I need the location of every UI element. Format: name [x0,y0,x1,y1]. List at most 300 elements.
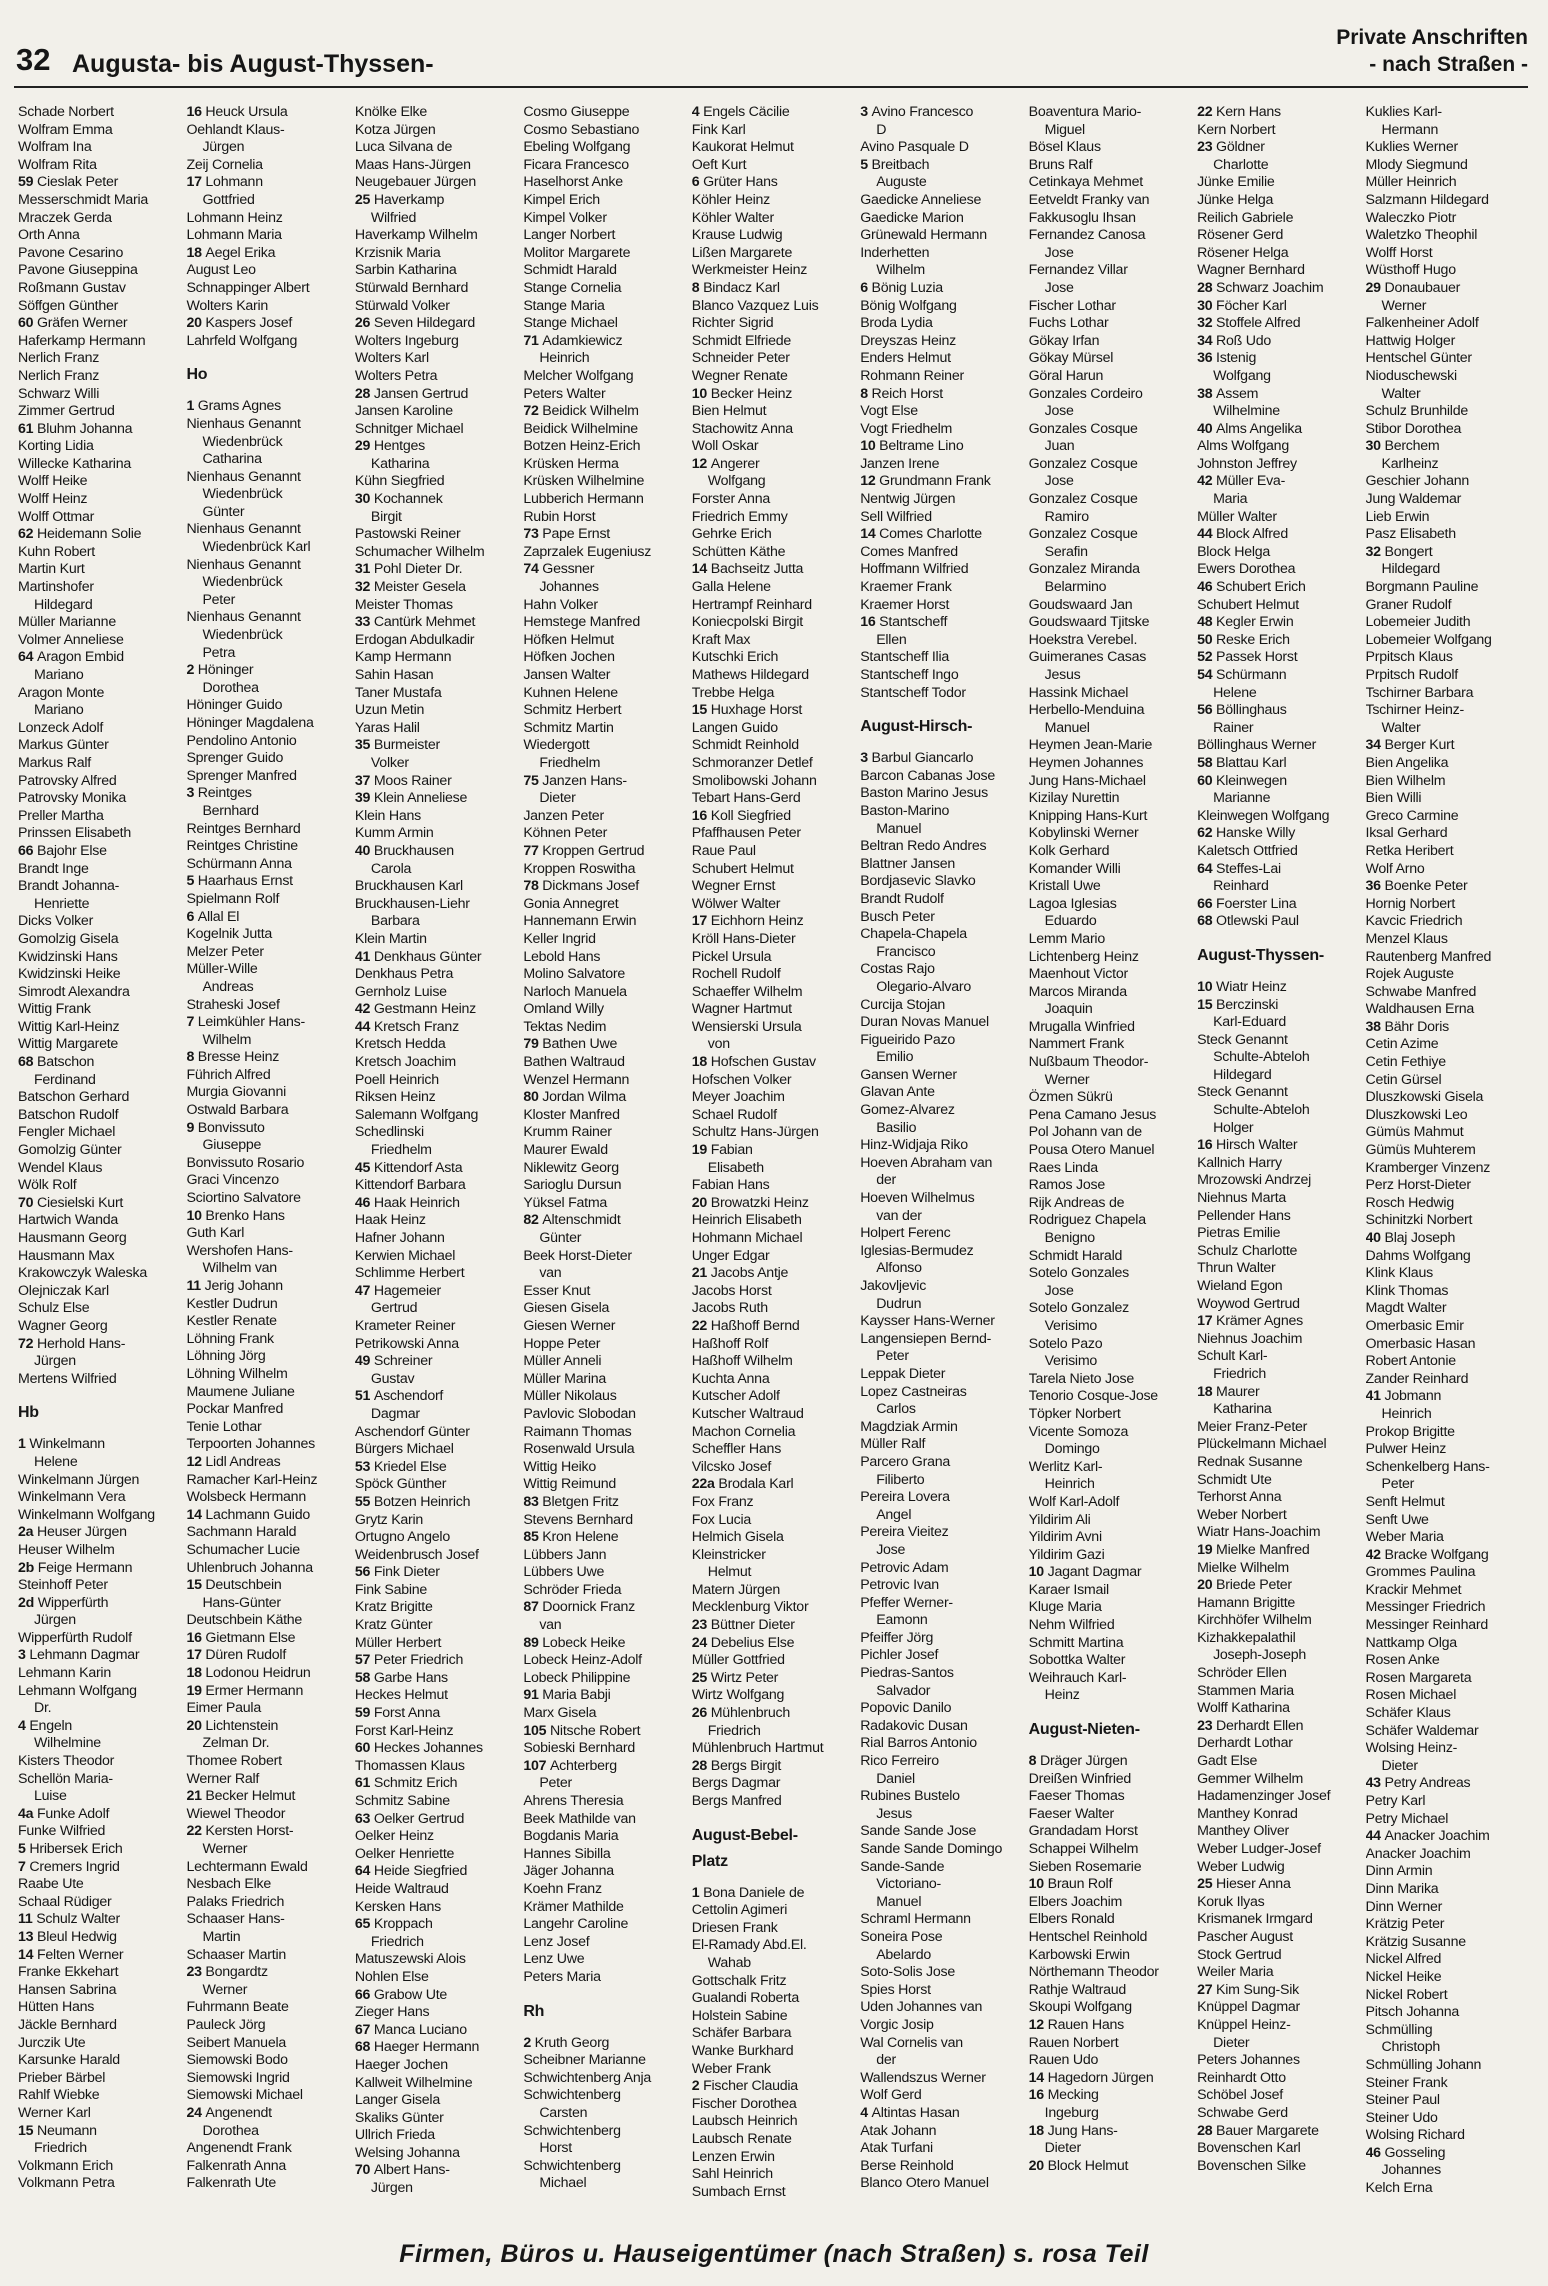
resident-name: Aegel Erika [205,244,276,261]
directory-entry [692,561,856,579]
house-number: 34 [1197,332,1217,349]
resident-name: Bajohr Else [36,842,107,859]
directory-entry [186,873,350,891]
directory-entry: Sotelo Gonzalez [1028,1300,1129,1317]
entry-continuation: Eamonn [876,1612,928,1629]
resident-name: Briede Peter [1216,1577,1292,1594]
house-number: 2b [18,1559,38,1576]
directory-entry [692,456,856,474]
resident-name: Maria Babji [542,1687,611,1704]
directory-entry: Gonzales Cordeiro [1028,385,1143,402]
directory-entry: Hadamenzinger Josef [1197,1788,1331,1805]
header-rule [14,86,1528,88]
directory-entry: Ostwald Barbara [186,1102,289,1119]
directory-entry: Gomolzig Gisela [18,930,119,947]
directory-entry: Pascher August [1197,1928,1293,1945]
directory-entry [355,491,519,509]
directory-entry [1029,2070,1193,2088]
directory-entry [355,1459,519,1477]
directory-entry [1197,473,1361,491]
directory-entry: Schumacher Wilhelm [354,543,485,560]
directory-entry [860,104,1024,122]
directory-entry: Bordjasevic Slavko [860,873,976,890]
house-number: 37 [354,772,374,789]
directory-entry: Kramberger Vinzenz [1365,1159,1491,1176]
resident-name: Klein Anneliese [373,790,468,807]
directory-entry: Murgia Giovanni [186,1084,286,1101]
directory-entry [1029,2087,1193,2105]
entry-continuation: van [539,1265,562,1282]
directory-entry: Gottschalk Fritz [691,1972,787,1989]
directory-entry: Wolfram Rita [18,156,97,173]
house-number: 23 [691,1617,711,1634]
directory-entry: Elbers Joachim [1028,1893,1123,1910]
directory-entry: Hausmann Max [18,1247,115,1264]
directory-entry: Batschon Gerhard [18,1089,130,1106]
directory-entry [1366,1230,1530,1248]
directory-entry [523,333,687,351]
directory-entry: Wagner Georg [18,1317,108,1334]
directory-entry: Rodriguez Chapela [1028,1212,1146,1229]
entry-continuation: Mariano [34,667,84,683]
directory-entry: Laubsch Heinrich [691,2113,798,2130]
directory-entry [1197,979,1361,997]
directory-entry: Waletzko Theophil [1365,227,1478,244]
directory-entry: Grytz Karin [354,1511,424,1528]
resident-name: Bathen Uwe [542,1036,618,1053]
resident-name: Jansen Gertrud [373,385,469,402]
directory-entry: Mathews Hildegard [691,667,809,683]
directory-entry: Kaukorat Helmut [691,139,794,156]
resident-name: Berchem [1384,438,1440,455]
directory-entry: Kuklies Karl- [1365,104,1442,120]
directory-entry: Haferkamp Hermann [18,332,146,349]
directory-entry: Hattwig Holger [1365,332,1456,349]
directory-entry: Vorgic Josip [860,2016,934,2033]
directory-entry: Nickel Robert [1365,1986,1448,2003]
directory-entry: Siemowski Michael [186,2087,303,2104]
resident-name: Forst Anna [373,1705,440,1722]
directory-entry: Weber Ludger-Josef [1197,1841,1321,1857]
directory-entry: Rahlf Wiebke [18,2087,100,2104]
house-number: 48 [1197,614,1217,631]
resident-name: Bauer Margarete [1216,2122,1319,2139]
house-number: 15 [1197,996,1217,1013]
house-number: 51 [354,1388,374,1405]
entry-continuation: Catharina [202,451,262,468]
directory-entry [1366,1019,1530,1037]
directory-entry: Müller Gottfried [691,1652,785,1669]
house-number: 22a [691,1476,719,1493]
resident-name: Burmeister [373,737,440,754]
house-number: 18 [186,244,206,261]
directory-entry: Gonzalez Cosque [1028,526,1138,543]
directory-entry: Sotelo Pazo [1028,1335,1103,1352]
directory-entry [692,280,856,298]
directory-entry: Kroppen Roswitha [523,860,636,877]
directory-entry: Zander Reinhard [1365,1370,1469,1387]
resident-name: Lachmann Guido [205,1506,310,1523]
directory-entry: Blanco Vazquez Luis [691,297,819,314]
directory-entry [692,386,856,404]
directory-entry: Markus Ralf [18,754,91,771]
resident-name: Meister Gesela [373,579,466,596]
directory-entry [355,1740,519,1758]
directory-entry: Pietras Emilie [1197,1225,1281,1242]
directory-entry: Kleinstricker [691,1546,766,1563]
directory-entry: Koniecpolski Birgit [691,614,803,631]
entry-continuation: Carlos [876,1401,916,1418]
directory-entry: Wanke Burkhard [691,2042,794,2059]
resident-name: Hirsch Walter [1216,1137,1298,1154]
house-number: 24 [186,2104,206,2121]
directory-entry: Schwichtenberg Anja [523,2069,652,2086]
directory-entry [18,1336,182,1354]
directory-entry [355,1494,519,1512]
directory-entry: Pfaffhausen Peter [691,825,801,842]
directory-entry [1029,2158,1193,2176]
section-label-line1: Private Anschriften [1336,26,1528,49]
directory-entry: Stange Maria [523,297,605,314]
directory-entry: Rohmann Reiner [860,367,964,384]
directory-entry: Wüsthoff Hugo [1365,262,1456,279]
directory-entry: Kestler Dudrun [186,1295,278,1312]
resident-name: Petry Andreas [1384,1775,1471,1792]
directory-entry: Jakovljevic [860,1278,927,1294]
directory-entry: Steiner Paul [1365,2092,1440,2109]
directory-entry [1197,1137,1361,1155]
resident-name: Reintges [197,785,252,802]
directory-entry: Dicks Volker [18,913,94,930]
directory-column [860,104,1024,2224]
directory-entry: Hamann Brigitte [1197,1594,1296,1611]
resident-name: Heuck Ursula [205,104,288,120]
directory-entry [1197,649,1361,667]
entry-continuation: Michael [539,2175,587,2192]
directory-entry [1197,2123,1361,2141]
directory-entry [523,1758,687,1776]
directory-entry [860,473,1024,491]
directory-entry: Werner Karl [18,2104,91,2121]
street-heading: August-Bebel- [691,1826,798,1844]
directory-entry: Ortugno Angelo [354,1529,450,1546]
directory-entry: Fengler Michael [18,1124,116,1141]
directory-entry: Hentschel Reinhold [1028,1928,1148,1945]
resident-name: Krämer Agnes [1216,1313,1303,1330]
entry-continuation: Werner [1044,1071,1090,1088]
directory-entry [186,398,350,416]
directory-entry: Matuszewski Alois [354,1951,466,1968]
entry-continuation: Schulte-Abteloh [1213,1049,1310,1066]
house-number: 87 [523,1599,543,1616]
entry-continuation: Birgit [370,508,402,525]
directory-entry [186,1577,350,1595]
directory-entry: Atak Johann [860,2122,937,2139]
directory-entry: Schaaser Hans- [186,1911,285,1928]
directory-entry [1366,1388,1530,1406]
directory-entry: Pellender Hans [1197,1207,1291,1224]
resident-name: Bergs Birgit [710,1757,782,1774]
directory-entry [523,1036,687,1054]
resident-name: Seven Hildegard [373,315,476,332]
resident-name: Angenendt [205,2104,272,2121]
resident-name: Schulz Walter [36,1911,120,1928]
entry-continuation: Walter [1381,385,1421,402]
directory-entry: Fischer Lothar [1028,297,1116,314]
house-number: 10 [186,1207,206,1224]
directory-entry: Uden Johannes van [860,1999,983,2016]
directory-entry: Sande Sande Domingo [860,1841,1003,1857]
directory-entry [18,526,182,544]
spacer [18,1388,182,1396]
directory-entry: Prpitsch Klaus [1365,649,1453,666]
directory-entry: Kwidzinski Heike [18,966,121,983]
directory-entry: Wallendszus Werner [860,2069,986,2086]
house-number: 73 [523,526,543,543]
directory-entry: Gualandi Roberta [691,1990,799,2007]
directory-entry [1366,1547,1530,1565]
directory-entry: Dahms Wolfgang [1365,1247,1471,1264]
house-number: 58 [354,1669,374,1686]
directory-entry: Bien Willi [1365,790,1422,807]
resident-name: Boenke Peter [1384,878,1468,895]
directory-entry: Lißen Margarete [691,244,793,261]
directory-entry: Beidick Wilhelmine [523,420,638,437]
directory-entry: Schultz Hans-Jürgen [691,1124,819,1141]
directory-entry [1197,773,1361,791]
resident-name: Batschon [36,1054,95,1071]
directory-entry: Mühlenbruch Hartmut [691,1740,824,1757]
directory-entry: Lenzen Erwin [691,2148,775,2165]
directory-entry: Ebeling Wolfgang [523,139,631,156]
directory-entry: Richter Sigrid [691,315,774,332]
resident-name: Kaspers Josef [205,315,293,332]
directory-entry [523,773,687,791]
directory-entry: Kristall Uwe [1028,878,1101,895]
resident-name: Berczinski [1216,996,1279,1013]
entry-continuation: Wiedenbrück [202,574,283,591]
resident-name: Kriedel Else [373,1458,447,1475]
directory-entry: Poell Heinrich [354,1071,439,1088]
directory-entry: Rojek Auguste [1365,966,1454,983]
directory-entry [692,1054,856,1072]
directory-entry: Schulz Else [18,1300,90,1317]
entry-continuation: Friedhelm [539,754,601,771]
directory-entry: Pichler Josef [860,1647,939,1664]
directory-entry: August Leo [186,262,256,279]
entry-continuation: Maria [1213,491,1248,508]
resident-name: Kern Hans [1216,104,1281,120]
page-number: 32 [16,42,51,77]
resident-name: Büttner Dieter [710,1617,795,1634]
directory-entry: Soneira Pose [860,1928,943,1945]
directory-entry: Wirtz Wolfgang [691,1687,785,1704]
house-number: 72 [18,1335,37,1352]
entry-continuation: Manuel [876,1893,922,1910]
resident-name: Koll Siegfried [710,807,791,824]
directory-entry: Wolters Ingeburg [354,332,459,349]
house-number: 64 [354,1863,374,1880]
directory-entry [18,1647,182,1665]
directory-entry [692,1885,856,1903]
directory-entry [692,1476,856,1494]
directory-entry: Pauleck Jörg [186,2016,266,2033]
directory-entry: Rathje Waltraud [1028,1981,1127,1998]
directory-entry: Unger Edgar [691,1247,770,1264]
resident-name: Jagant Dagmar [1047,1564,1142,1581]
directory-entry: Pitsch Johanna [1365,2004,1460,2021]
directory-entry: Schlimme Herbert [354,1265,465,1282]
resident-name: Gestmann Heinz [373,1001,477,1018]
entry-continuation: Gottfried [202,191,255,208]
resident-name: Bresse Heinz [197,1049,280,1066]
entry-continuation: Walter [1381,719,1421,736]
entry-continuation: Helene [1213,684,1257,701]
resident-name: Fischer Claudia [703,2078,798,2095]
directory-entry [860,386,1024,404]
house-number: 41 [1365,1388,1385,1405]
directory-entry: Nattkamp Olga [1365,1634,1457,1651]
directory-entry: Baston Marino Jesus [860,785,988,802]
resident-name: Block Helmut [1047,2157,1129,2174]
directory-entry [1197,298,1361,316]
directory-entry: Müller Marianne [18,614,116,631]
directory-entry: Graner Rudolf [1365,596,1452,613]
directory-entry: Zieger Hans [354,2004,430,2021]
resident-name: Dräger Jürgen [1039,1753,1128,1770]
entry-continuation: Joseph-Joseph [1213,1647,1307,1664]
directory-entry: Schmitz Martin [523,719,614,736]
entry-continuation: Dieter [1044,2140,1081,2157]
directory-entry: Volkmann Petra [18,2175,115,2192]
house-number: 19 [691,1142,711,1159]
directory-entry: Waleczko Piotr [1365,209,1457,226]
directory-entry: Sell Wilfried [860,508,932,525]
directory-entry: Goudswaard Jan [1028,596,1133,613]
directory-entry: Sahl Heinrich [691,2166,773,2183]
directory-entry: Rosch Hedwig [1365,1194,1454,1211]
directory-entry: Pereira Lovera [860,1489,950,1506]
resident-name: Berger Kurt [1384,737,1455,754]
directory-entry: Werkmeister Heinz [691,262,808,279]
directory-entry: Molino Salvatore [523,966,625,983]
directory-entry [1197,614,1361,632]
house-number: 7 [18,1858,30,1875]
directory-entry: Stürwald Volker [354,297,450,314]
directory-entry: Nienhaus Genannt [186,468,301,485]
directory-entry: Jäckle Bernhard [18,2016,117,2033]
resident-name: Deutschbein [205,1577,282,1594]
house-number: 50 [1197,631,1217,648]
house-number: 40 [1197,420,1217,437]
resident-name: Ermer Hermann [205,1682,304,1699]
entry-continuation: Victoriano- [876,1876,941,1893]
directory-entry: Werlitz Karl- [1028,1458,1103,1475]
entry-continuation: Katharina [1213,1401,1272,1418]
directory-entry: Aragon Monte [18,684,105,701]
directory-entry: Bovenschen Karl [1197,2140,1301,2157]
directory-entry: Wal Cornelis van [860,2034,963,2051]
directory-entry: Grommes Paulina [1365,1564,1476,1581]
resident-name: Grüter Hans [703,174,778,191]
entry-continuation: Günter [539,1230,582,1246]
resident-name: Haak Heinrich [373,1194,460,1211]
directory-entry [355,315,519,333]
directory-entry: Lohmann Heinz [186,209,283,226]
entry-continuation: van der [876,1207,922,1224]
resident-name: Aragon Embid [36,649,124,666]
resident-name: Blattau Karl [1216,754,1287,771]
directory-entry: Wegner Renate [691,367,788,384]
resident-name: Kochannek [373,491,443,508]
directory-entry: Koruk Ilyas [1197,1893,1265,1910]
house-number: 16 [1197,1137,1217,1154]
directory-entry: Graci Vincenzo [186,1172,279,1189]
directory-entry: Kimpel Erich [523,191,600,208]
house-number: 55 [354,1493,374,1510]
directory-entry [1197,861,1361,879]
entry-continuation: Domingo [1044,1441,1100,1458]
directory-entry: Kraft Max [691,631,751,648]
directory-entry: Wolfram Emma [18,121,113,138]
entry-continuation: Wahab [707,1954,751,1971]
directory-entry: Cetinkaya Mehmet [1028,174,1143,191]
directory-entry: Beek Mathilde van [523,1810,636,1827]
directory-entry: Komander Willi [1028,860,1121,877]
entry-continuation: Jürgen [34,1612,76,1629]
house-number: 70 [18,1194,37,1211]
house-number: 80 [523,1089,543,1106]
house-number: 22 [691,1317,711,1334]
resident-name: Huxhage Horst [710,702,803,719]
entry-continuation: Heinz [1044,1687,1080,1704]
directory-entry: Lohmann Maria [186,227,282,244]
directory-entry: Gonzalez Miranda [1028,561,1140,578]
directory-entry: Wittig Frank [18,1001,91,1018]
directory-entry: Patrovsky Alfred [18,772,117,789]
entry-continuation: Jose [1044,244,1074,261]
resident-name: Lobeck Heike [542,1634,626,1651]
house-number: 1 [691,1884,704,1901]
directory-entry: Boaventura Mario- [1028,104,1142,120]
directory-entry: Brandt Inge [18,860,89,877]
directory-entry: Steiner Udo [1365,2109,1438,2126]
directory-entry [1197,997,1361,1015]
directory-entry: Manthey Konrad [1197,1805,1298,1822]
directory-entry: Haeger Jochen [354,2056,448,2073]
resident-name: Grabow Ute [373,1986,448,2003]
directory-entry: Pol Johann van de [1028,1124,1142,1141]
directory-entry [1197,1982,1361,2000]
directory-entry: Berse Reinhold [860,2157,954,2174]
directory-entry: Johnston Jeffrey [1197,455,1297,472]
resident-name: Haßhoff Bernd [710,1317,800,1334]
directory-entry: Nienhaus Genannt [186,609,301,626]
directory-entry [355,1916,519,1934]
directory-entry: Schütten Käthe [691,543,786,560]
directory-entry: Kutschki Erich [691,649,779,666]
directory-entry: Ullrich Frieda [354,2127,435,2144]
directory-entry: Skoupi Wolfgang [1028,1999,1132,2016]
directory-entry: Schulz Brunhilde [1365,403,1468,420]
directory-entry: Peters Walter [523,385,606,402]
directory-entry: Schappei Wilhelm [1028,1841,1139,1857]
directory-entry: Cetin Gürsel [1365,1071,1442,1088]
directory-entry: Siemowski Ingrid [186,2069,290,2086]
resident-name: Mecking [1047,2087,1099,2104]
directory-entry: Ramos Jose [1028,1177,1105,1194]
directory-entry: Kutscher Adolf [691,1388,780,1405]
